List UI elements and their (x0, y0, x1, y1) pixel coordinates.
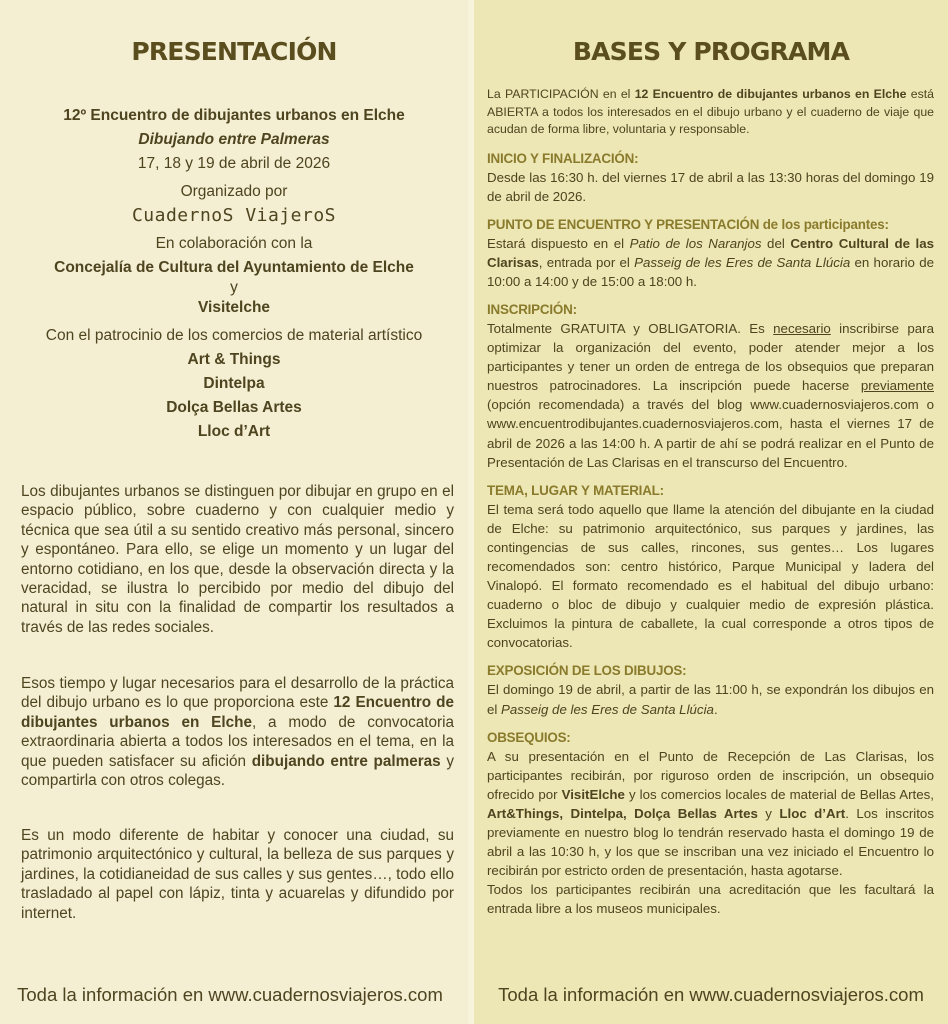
text-run: y compartirla con otros colegas. (21, 752, 454, 790)
section-heading: OBSEQUIOS: (487, 729, 571, 745)
text-run: , entrada por el (538, 254, 635, 270)
section-body (487, 680, 934, 718)
street-name: Passeig de les Eres de Santa Llúcia (634, 254, 851, 270)
sponsor-item: Lloc d’Art (197, 423, 271, 440)
blog-link[interactable]: www.cuadernosviajeros.com (750, 397, 919, 413)
collaborator-concejalia: Concejalía de Cultura del Ayuntamiento de Elche (54, 259, 414, 276)
section-body (487, 747, 934, 881)
text-run: y los comercios locales de material de Bellas Artes, (624, 786, 934, 802)
closing-paragraph: Es un modo diferente de habitar y conocer una ciudad, su patrimonio arquitectónico y cultural, la belleza de sus parques y jardines, la cotidianeidad de sus calles y sus gentes…, todo ello trasladado al papel con lápiz, tinta y acuarelas y difundido por internet. (21, 827, 454, 922)
section-heading (487, 215, 934, 234)
section-body (487, 319, 934, 472)
organized-by-label: Organizado por (180, 183, 288, 200)
section-exposicion (487, 661, 934, 718)
section-body (487, 234, 934, 291)
venue-name: Centro Cultural de las Clarisas (487, 235, 934, 270)
sponsor-bold: Lloc d’Art (779, 805, 846, 821)
text-run: y (757, 805, 780, 821)
organizer-logo: CuadernoS ViajeroS (131, 205, 337, 226)
text-run: Totalmente GRATUITA y OBLIGATORIA. Es (487, 320, 774, 336)
text-run: Esos tiempo y lugar necesarios para el desarrollo de la práctica del dibujo urbano es lo que proporciona este (21, 675, 454, 712)
event-name-bold: 12 Encuentro de dibujantes urbanos en Elche (634, 87, 907, 101)
event-dates: 17, 18 y 19 de abril de 2026 (137, 155, 331, 172)
text-run: inscribirse para optimizar la organización del evento, poder atender mejor a los participantes y tener un orden de entrega de los obsequios que preparan nuestros patrocinadores. La inscripción puede hacerse (487, 320, 934, 394)
underlined-word: previamente (860, 378, 934, 394)
text-run: (opción recomendada) a través del blog (487, 397, 751, 413)
sponsorship-label: Con el patrocinio de los comercios de material artístico (45, 327, 423, 344)
or-connector: o (926, 397, 934, 413)
sponsor-bold: Art&Things, Dintelpa, Dolça Bellas Artes (487, 805, 758, 821)
section-punto-encuentro (487, 215, 934, 291)
section-inscripcion (487, 300, 934, 472)
sponsor-item: Dolça Bellas Artes (166, 399, 302, 416)
text-run: El domingo 19 de abril, a partir de las 11:00 h, se expondrán los dibujos en el (487, 682, 934, 717)
event-info-block (0, 104, 468, 444)
section-inicio (487, 149, 934, 206)
text-run: , hasta el viernes 17 de abril de 2026 a las 14:00 h. A partir de ahí se podrá realizar en el Punto de Presentación de Las Clarisas en el transcurso del Encuentro. (487, 416, 934, 470)
heading-suffix: de los participantes: (759, 216, 889, 232)
event-subtitle: Dibujando entre Palmeras (138, 131, 330, 148)
presentation-panel (0, 0, 468, 1024)
rules-title: BASES Y PROGRAMA (572, 37, 850, 66)
collaborator-visitelche: Visitelche (197, 299, 271, 316)
intro-paragraph: Los dibujantes urbanos se distinguen por dibujar en grupo en el espacio público, sobre cuaderno y con cualquier medio y técnica que sea útil a su sentido creativo más personal, sincero y espontáneo. Para ello, se elige un momento y un lugar del entorno cotidiano, en los que, desde la observación directa y la veracidad, se ilustra lo percibido por medio del dibujo del natural in situ con la finalidad de compartir los resultados a través de las redes sociales. (21, 483, 454, 636)
text-run: está ABIERTA a todos los interesados en el dibujo urbano y el cuaderno de viaje que acudan de forma libre, voluntaria y responsable. (487, 87, 934, 136)
collaboration-label: En colaboración con la (155, 235, 313, 252)
sponsor-item: Dintelpa (203, 375, 265, 392)
slogan-bold: dibujando entre palmeras (251, 752, 441, 770)
section-heading: INSCRIPCIÓN: (487, 301, 577, 317)
section-obsequios (487, 728, 934, 919)
text-run: Estará dispuesto en el (487, 235, 630, 251)
text-run: . Los inscritos previamente en nuestro blog lo tendrán reservado hasta el domingo 19 de abril a las 10:30 h, y los que se inscriban una vez iniciado el Encuentro lo recibirán por estricto orden de presentación, hasta agotarse. (487, 805, 934, 879)
section-body: Desde las 16:30 h. del viernes 17 de abril a las 13:30 horas del domingo 19 de abril de 2026. (487, 169, 934, 204)
section-body: El tema será todo aquello que llame la atención del dibujante en la ciudad de Elche: su patrimonio arquitectónico, sus parques y jardines, las contingencias de sus calles, rincones, sus gentes… Los lugares recomendados son: centro histórico, Parque Municipal y ladera del Vinalopó. El formato recomendado es el habitual del dibujo urbano: cuaderno o bloc de dibujo y cualquier medio de expresión plástica. Excluimos la pintura de caballete, la cual corresponde a otros tipos de convocatorias. (487, 501, 934, 651)
street-name: Passeig de les Eres de Santa Llúcia (501, 701, 714, 717)
text-run: en horario de 10:00 a 14:00 y de 15:00 a 18:00 h. (487, 254, 934, 289)
website-footer: Toda la información en www.cuadernosviajeros.com (498, 984, 924, 1005)
text-run: del (761, 235, 791, 251)
presentation-title: PRESENTACIÓN (131, 37, 337, 66)
place-name: Patio de los Naranjos (629, 235, 762, 251)
section-heading: EXPOSICIÓN DE LOS DIBUJOS: (487, 663, 687, 679)
heading-main: PUNTO DE ENCUENTRO Y PRESENTACIÓN (487, 216, 760, 232)
sponsor-item: Art & Things (187, 351, 281, 368)
purpose-paragraph (21, 674, 454, 790)
section-heading: TEMA, LUGAR Y MATERIAL: (487, 482, 664, 498)
underlined-word: necesario (773, 320, 831, 336)
encuentro-link[interactable]: www.encuentrodibujantes.cuadernosviajeros.com (487, 416, 779, 432)
section-heading: INICIO Y FINALIZACIÓN: (487, 150, 639, 166)
text-run: . (713, 701, 718, 717)
section-tema (487, 481, 934, 653)
participation-intro (487, 86, 934, 139)
rules-panel (474, 0, 948, 1024)
event-name-bold: 12 Encuentro de dibujantes urbanos en Elche (21, 694, 454, 731)
sponsor-bold: VisitElche (561, 786, 625, 802)
rules-content (487, 86, 934, 928)
text-run: La PARTICIPACIÓN en el (487, 87, 635, 101)
text-run: , a modo de convocatoria extraordinaria abierta a todos los interesados en el tema, en la que pueden satisfacer su afición (21, 713, 454, 770)
website-footer: Toda la información en www.cuadernosviajeros.com (17, 984, 443, 1005)
and-connector: y (230, 279, 238, 296)
event-title: 12º Encuentro de dibujantes urbanos en Elche (63, 107, 405, 124)
text-run: A su presentación en el Punto de Recepción de Las Clarisas, los participantes recibirán, por riguroso orden de inscripción, un obsequio ofrecido por (487, 748, 934, 802)
accreditation-note: Todos los participantes recibirán una acreditación que les facultará la entrada libre a los museos municipales. (487, 882, 934, 917)
